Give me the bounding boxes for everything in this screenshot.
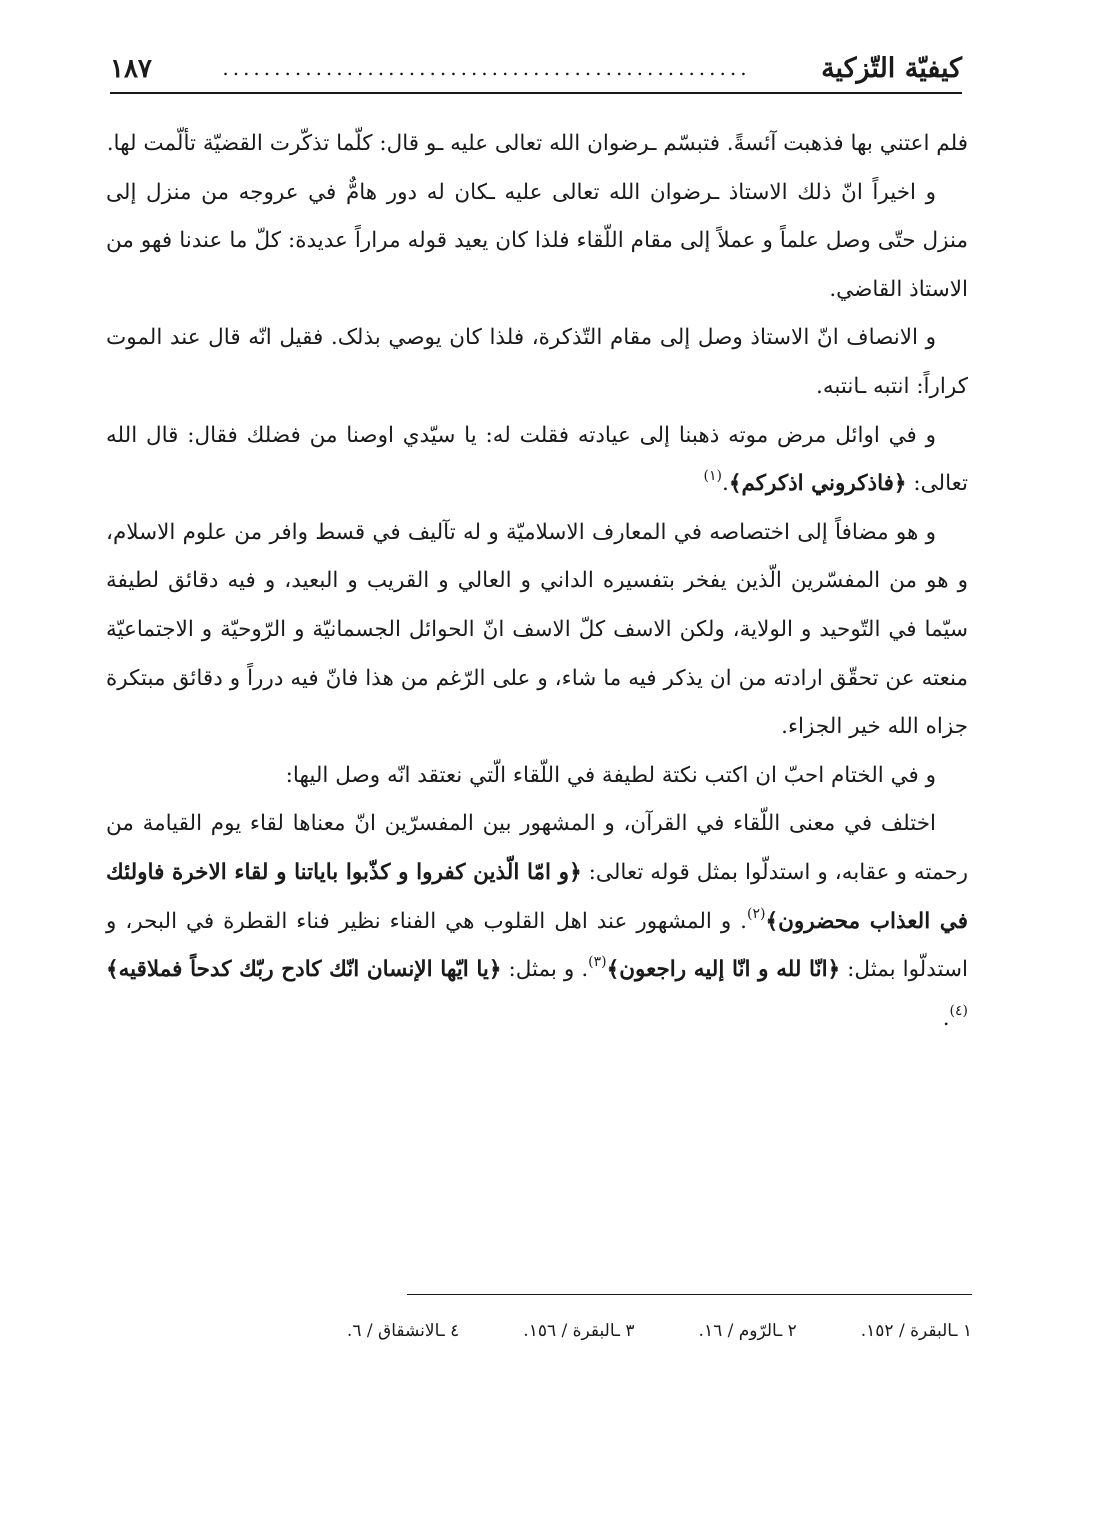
running-header bbox=[110, 38, 962, 94]
footnotes bbox=[150, 1316, 972, 1346]
paragraph-7-part-3: . و بمثل: bbox=[501, 957, 589, 983]
quran-quote: ﴿انّا لله و انّا إليه راجعون﴾ bbox=[606, 957, 841, 983]
footnote-1: ١ ـالبقرة / ١٥٢. bbox=[860, 1321, 972, 1341]
footnote-ref: (٢) bbox=[747, 905, 766, 922]
footnote-ref: (٤) bbox=[949, 1002, 968, 1019]
paragraph-1: فلم اعتني بها فذهبت آئسةً. فتبسّم ـرضوان الله تعالى عليه ـو قال: كلّما تذكّرت القضيّة تألّمت لها. bbox=[106, 131, 968, 156]
body-text bbox=[106, 120, 968, 1043]
running-title: كيفيّة التّزكية bbox=[821, 53, 962, 84]
paragraph-6: و في الختام احبّ ان اكتب نكتة لطيفة في اللّقاء الّتي نعتقد انّه وصل اليها: bbox=[285, 762, 936, 788]
paragraph-7 bbox=[106, 800, 968, 1043]
quran-quote: ﴿يا ايّها الإنسان انّك كادح ربّك كدحاً فملاقيه﴾ bbox=[106, 957, 502, 983]
quran-quote: ﴿فاذكروني اذكركم﴾ bbox=[728, 471, 907, 497]
page-number: ١٨٧ bbox=[110, 54, 152, 84]
paragraph-7-part-2: . و المشهور عند اهل القلوب هي الفناء نظير فناء القطرة في البحر، و استدلّوا بمثل: bbox=[106, 908, 968, 983]
paragraph-4-text: و في اوائل مرض موته ذهبنا إلى عيادته فقلت له: يا سيّدي اوصنا من فضلك فقال: قال الله تعالى: bbox=[106, 422, 968, 497]
footnote-4: ٤ ـالانشقاق / ٦. bbox=[346, 1321, 460, 1341]
quran-quote: ﴿و امّا الّذين كفروا و كذّبوا باياتنا و لقاء الاخرة فاولئك في العذاب محضرون﴾ bbox=[106, 859, 968, 934]
paragraph-3: و الانصاف انّ الاستاذ وصل إلى مقام التّذكرة، فلذا كان يوصي بذلک. فقيل انّه قال عند الموت كراراً: انتبه ـانتبه. bbox=[106, 325, 968, 399]
footnote-3: ٣ ـالبقرة / ١٥٦. bbox=[523, 1321, 635, 1341]
paragraph-2: و اخيراً انّ ذلك الاستاذ ـرضوان الله تعالى عليه ـكان له دور هامٌّ في عروجه من منزل إلى منزل حتّى وصل علماً و عملاً إلى مقام اللّقاء فلذا كان يعيد قوله مراراً عديدة: كلّ ما عندنا فهو من الاستاذ القاضي. bbox=[106, 179, 968, 302]
footnote-divider bbox=[407, 1294, 972, 1295]
footnote-ref: (٣) bbox=[588, 954, 607, 971]
footnote-2: ٢ ـالرّوم / ١٦. bbox=[698, 1321, 797, 1341]
period: . bbox=[722, 471, 729, 497]
paragraph-4 bbox=[106, 412, 968, 509]
footnote-ref: (١) bbox=[703, 468, 723, 485]
period: . bbox=[942, 1005, 950, 1031]
leader-dots: ................................................... bbox=[222, 56, 751, 80]
paragraph-7-part-1: اختلف في معنى اللّقاء في القرآن، و المشهور بين المفسرّين انّ معناها لقاء يوم القيامة من رحمته و عقابه، و استدلّوا بمثل قوله تعالى: bbox=[106, 811, 968, 885]
paragraph-5: و هو مضافاً إلى اختصاصه في المعارف الاسلاميّة و له تآليف في قسط وافر من علوم الاسلام، و هو من المفسّرين الّذين يفخر بتفسيره الداني و العالي و القريب و البعيد، و فيه دقائق لطيفة سيّما في التّوحيد و الولاية، ولكن الاسف كلّ الاسف انّ الحوائل الجسمانيّة و الرّوحيّة و الاجتماعيّة منعته عن تحقّق ارادته من ان يذكر فيه ما شاء، و على الرّغم من هذا فانّ فيه درراً و دقائق مبتكرة جزاه الله خير الجزاء. bbox=[106, 519, 968, 740]
